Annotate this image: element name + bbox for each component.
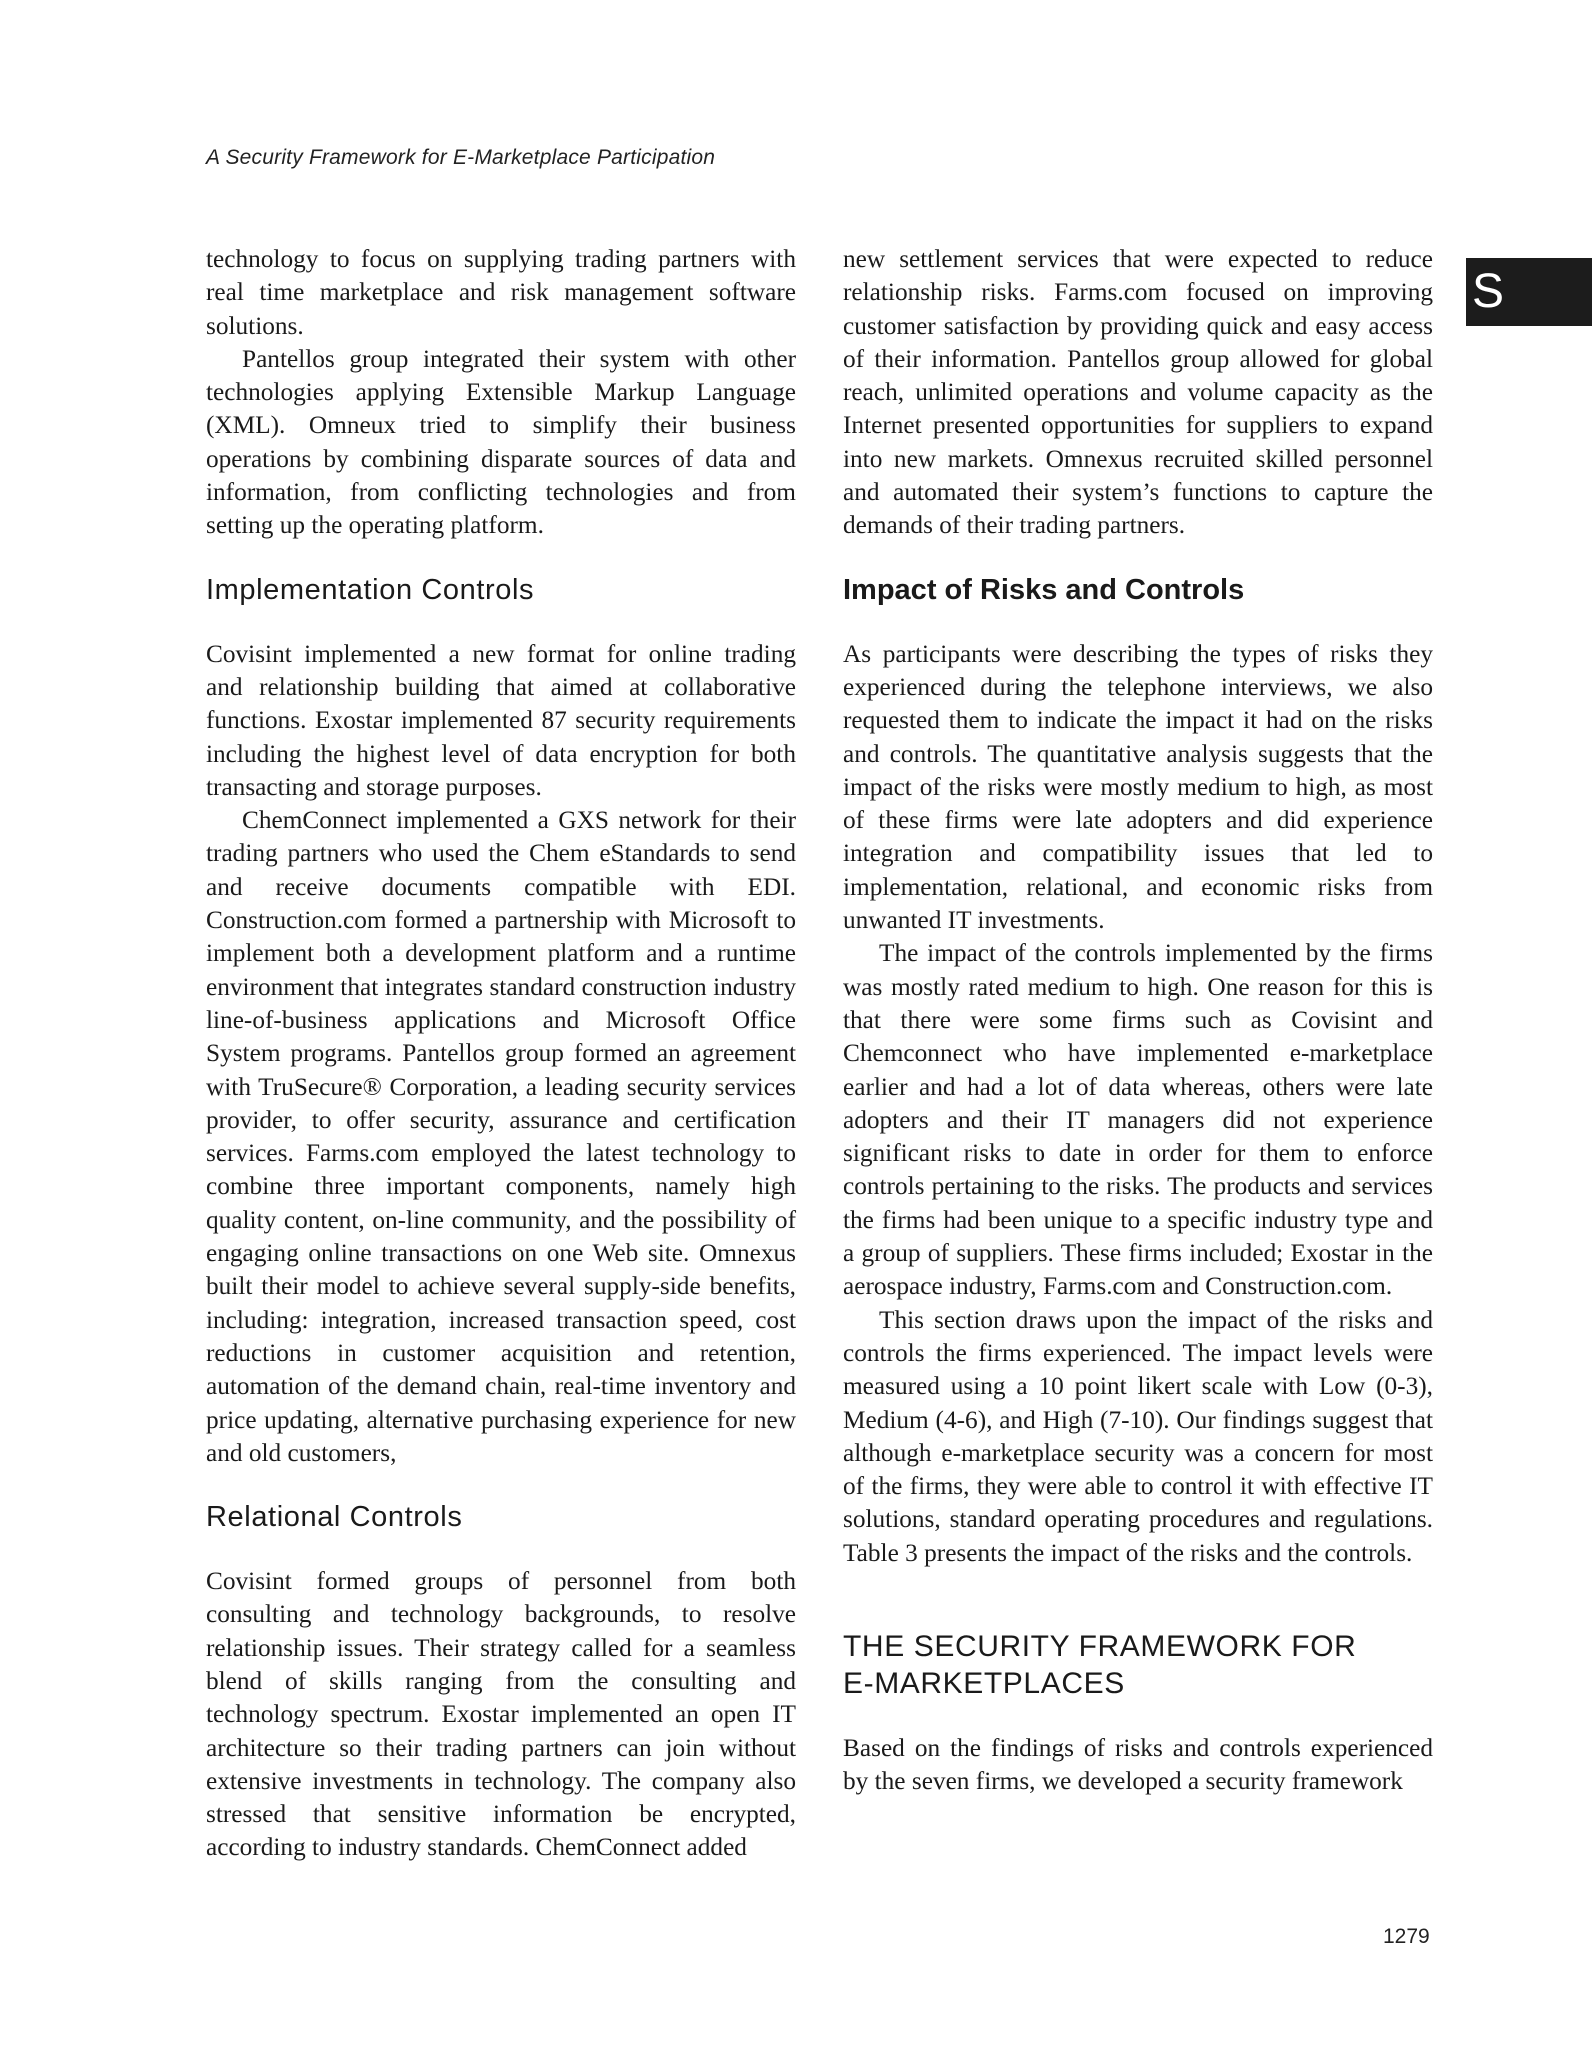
left-column bbox=[206, 243, 796, 1865]
paragraph: technology to focus on supplying trading partners with real time marketplace and risk management software solutions. bbox=[206, 245, 796, 340]
running-header: A Security Framework for E-Marketplace Participation bbox=[206, 146, 716, 169]
heading-line: THE SECURITY FRAMEWORK FOR bbox=[843, 1629, 1357, 1663]
paragraph: Based on the findings of risks and controls experienced by the seven firms, we developed a security framework bbox=[843, 1733, 1433, 1796]
paragraph: Pantellos group integrated their system with other technologies applying Extensible Markup Language (XML). Omneux tried to simplify their business operations by combining disparate sources of data and information, from conflicting technologies and from setting up the operating platform. bbox=[206, 344, 796, 540]
paragraph: Covisint implemented a new format for online trading and relationship building that aimed at collaborative functions. Exostar implemented 87 security requirements including the highest level of data encryption for both transacting and storage purposes. bbox=[206, 639, 796, 801]
paragraph: The impact of the controls implemented by the firms was mostly rated medium to high. One reason for this is that there were some firms such as Covisint and Chemconnect who have implemented e-marketplace earlier and had a lot of data whereas, others were late adopters and their IT managers did not experience significant risks to date in order for them to enforce controls pertaining to the risks. The products and services the firms had been unique to a specific industry type and a group of suppliers. These firms included; Exostar in the aerospace industry, Farms.com and Construction.com. bbox=[843, 939, 1433, 1301]
section-heading-implementation-controls: Implementation Controls bbox=[206, 573, 535, 606]
section-heading-security-framework bbox=[843, 1628, 1433, 1702]
paragraph: ChemConnect implemented a GXS network for their trading partners who used the Chem eStandards to send and receive documents compatible with EDI. Construction.com formed a partnership with Microsoft to implement both a development platform and a runtime environment that integrates standard construction industry line-of-business applications and Microsoft Office System programs. Pantellos group formed an agreement with TruSecure® Corporation, a leading security services provider, to offer security, assurance and certification services. Farms.com employed the latest technology to combine three important components, namely high quality content, on-line community, and the possibility of engaging online transactions on one Web site. Omnexus built their model to achieve several supply-side benefits, including: integration, increased transaction speed, cost reductions in customer acquisition and retention, automation of the demand chain, real-time inventory and price updating, alternative purchasing experience for new and old customers, bbox=[206, 806, 796, 1467]
section-heading-relational-controls: Relational Controls bbox=[206, 1501, 463, 1534]
right-column bbox=[843, 243, 1433, 1799]
section-heading-impact: Impact of Risks and Controls bbox=[843, 573, 1245, 606]
paragraph: new settlement services that were expected to reduce relationship risks. Farms.com focused on improving customer satisfaction by providing quick and easy access of their information. Pantellos group allowed for global reach, unlimited operations and volume capacity as the Internet presented opportunities for suppliers to expand into new markets. Omnexus recruited skilled personnel and automated their system’s functions to capture the demands of their trading partners. bbox=[843, 245, 1433, 540]
paragraph: This section draws upon the impact of the risks and controls the firms experienced. The impact levels were measured using a 10 point likert scale with Low (0-3), Medium (4-6), and High (7-10). Our findings suggest that although e-marketplace security was a concern for most of the firms, they were able to control it with effective IT solutions, standard operating procedures and regulations. Table 3 presents the impact of the risks and the controls. bbox=[843, 1305, 1433, 1567]
paragraph: Covisint formed groups of personnel from both consulting and technology backgrounds, to resolve relationship issues. Their strategy called for a seamless blend of skills ranging from the consulting and technology spectrum. Exostar implemented an open IT architecture so their trading partners can join without extensive investments in technology. The company also stressed that sensitive information be encrypted, according to industry standards. ChemConnect added bbox=[206, 1567, 796, 1862]
paragraph: As participants were describing the types of risks they experienced during the telephone interviews, we also requested them to indicate the impact it had on the risks and controls. The quantitative analysis suggests that the impact of the risks were mostly medium to high, as most of these firms were late adopters and did experience integration and compatibility issues that led to implementation, relational, and economic risks from unwanted IT investments. bbox=[843, 639, 1433, 935]
section-tab: S bbox=[1466, 258, 1592, 326]
page-number: 1279 bbox=[1383, 1925, 1430, 1948]
heading-line: E-MARKETPLACES bbox=[843, 1666, 1125, 1700]
